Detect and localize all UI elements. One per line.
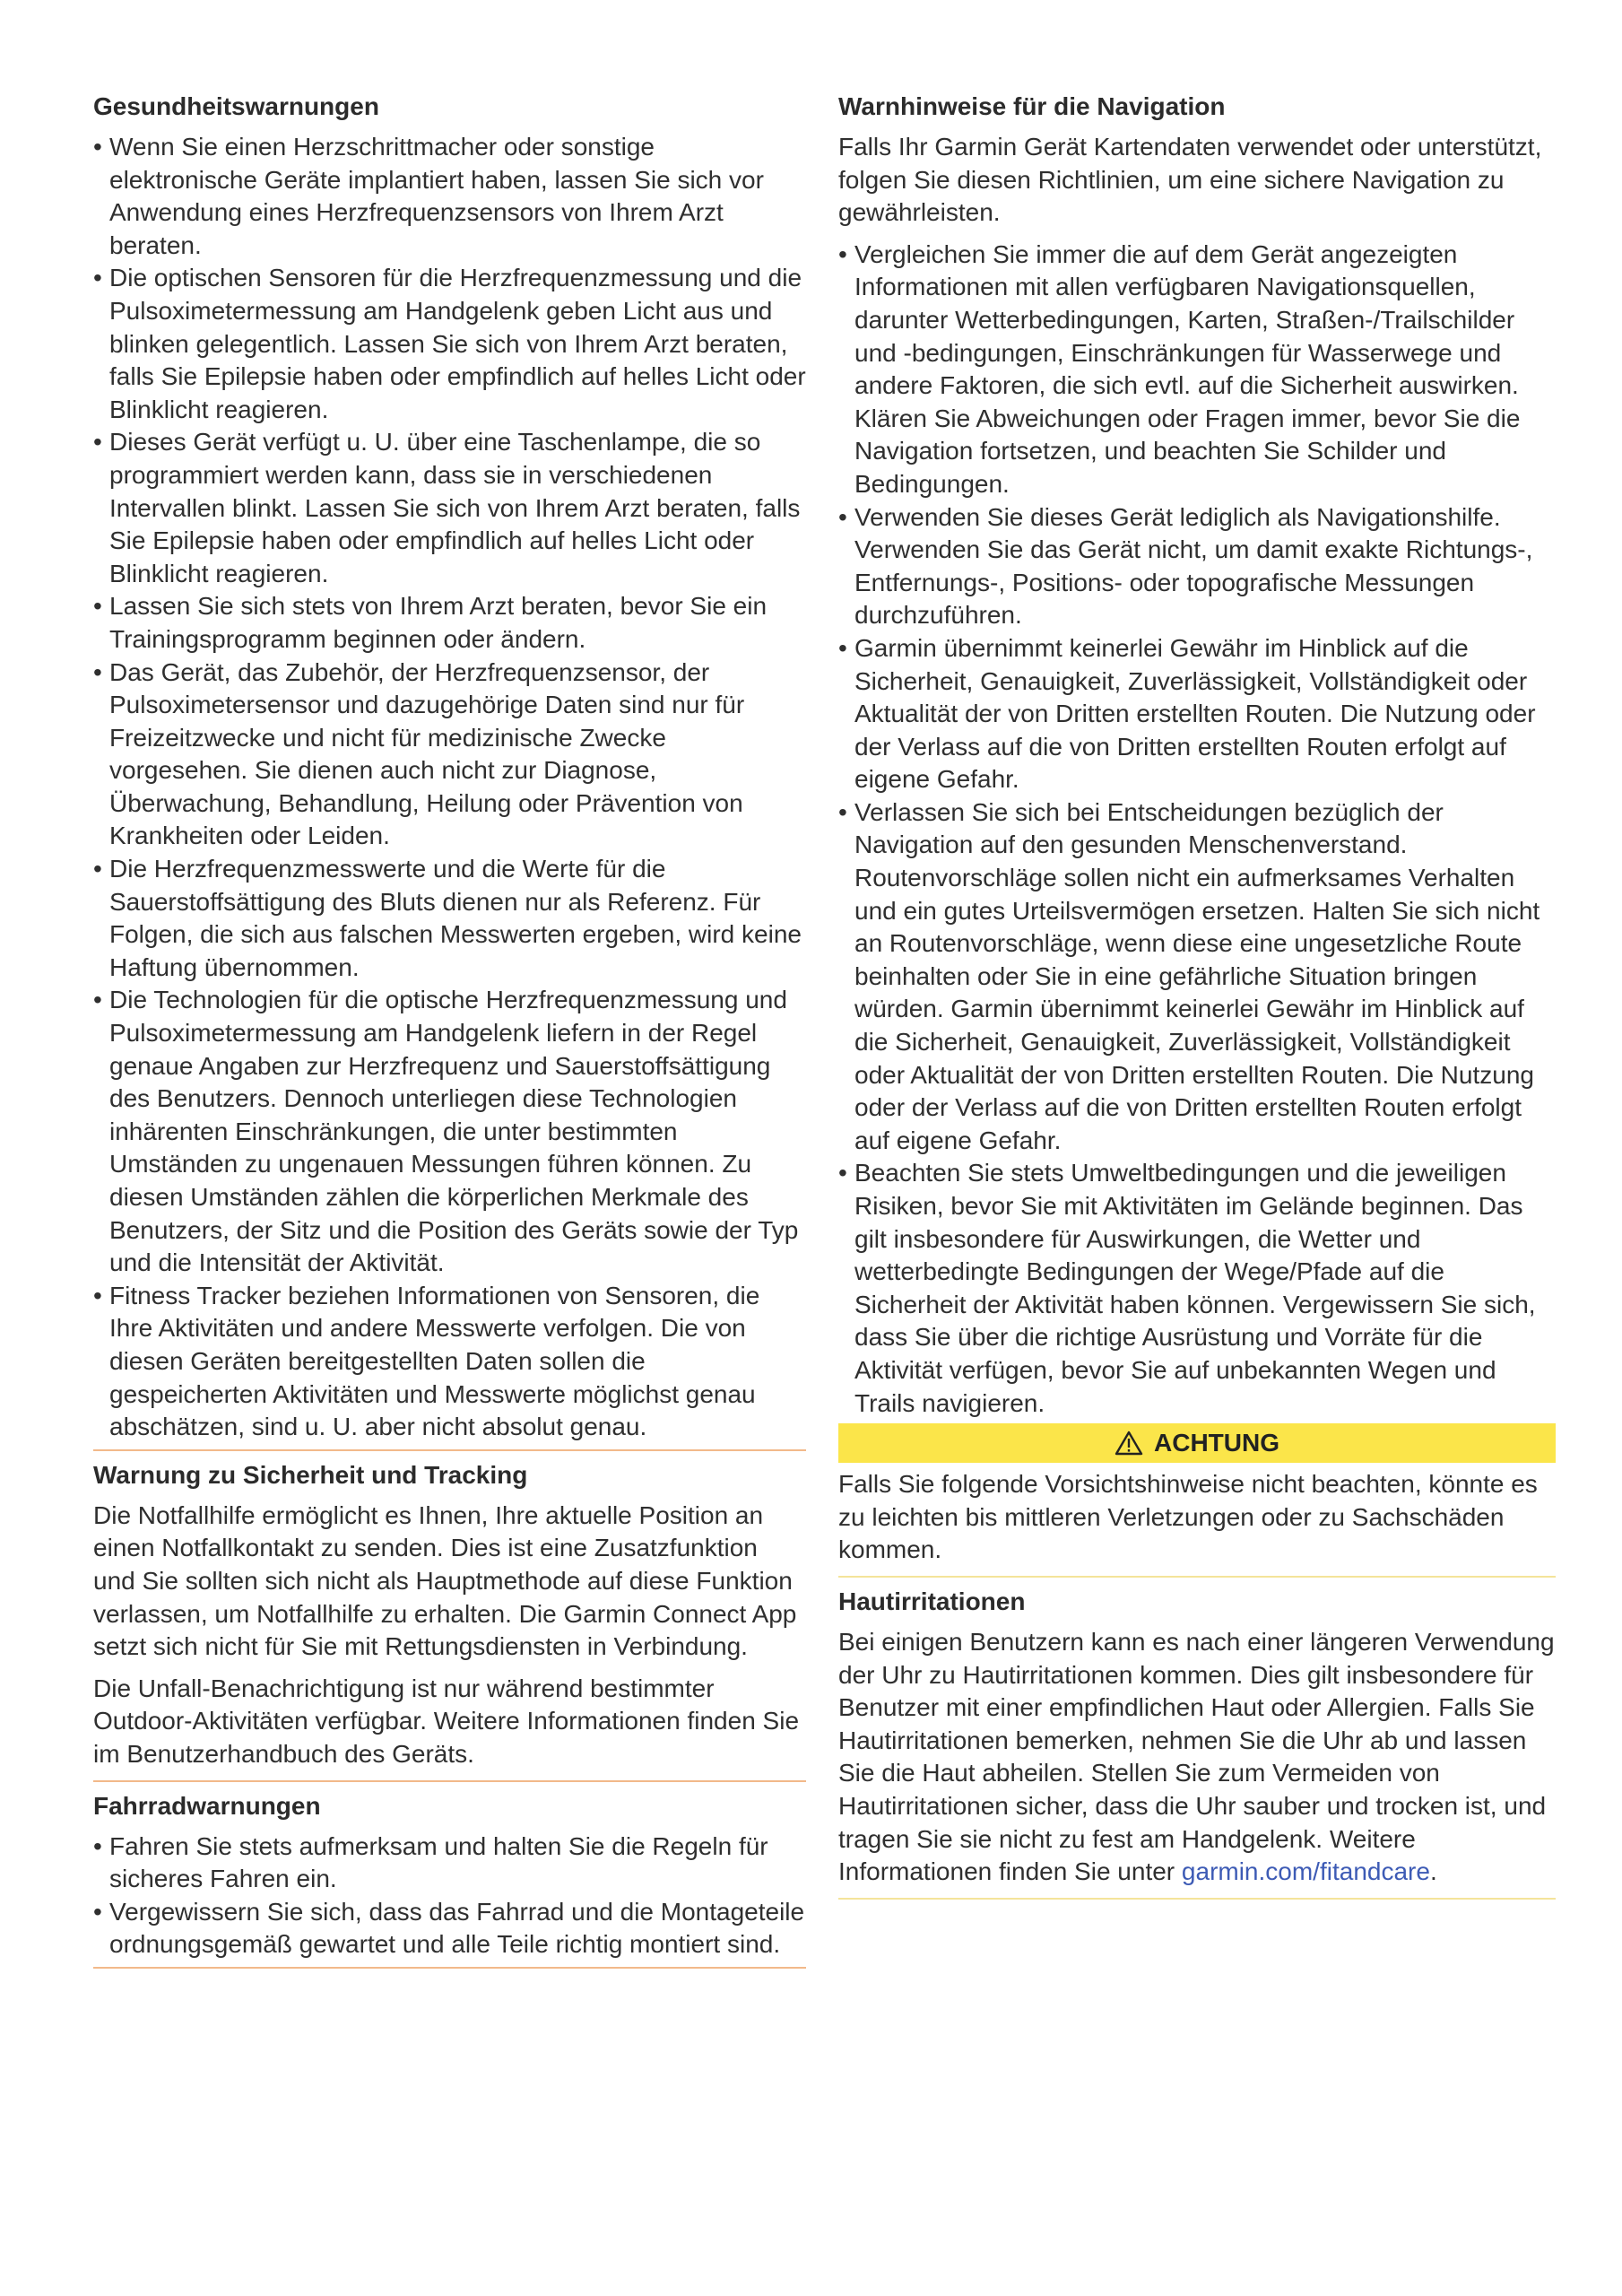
section-divider <box>838 1898 1556 1900</box>
caution-label: ACHTUNG <box>1154 1429 1279 1457</box>
list-item: • Dieses Gerät verfügt u. U. über eine Taschenlampe, die so programmiert werden kann, dass sie in verschiedenen Intervallen blinkt. Lassen Sie sich von Ihrem Arzt beraten, falls Sie Epilepsie haben oder empfindlich auf helles Licht oder Blinklicht reagieren. <box>93 428 801 587</box>
skin-irritation-text: Bei einigen Benutzern kann es nach einer längeren Verwendung der Uhr zu Hautirritationen kommen. Dies gilt insbesondere für Benutzer mit einer empfindlichen Haut oder Allergien. Falls Sie Hautirritationen bemerken, nehmen Sie die Uhr ab und lassen Sie die Haut abheilen. Stellen Sie zum Vermeiden von Hautirritationen sicher, dass die Uhr sauber und trocken ist, und tragen Sie sie nicht zu fest am Handgelenk. Weitere Informationen finden Sie unter garmin.com/fitandcare. <box>838 1627 1555 1886</box>
list-item: • Die Herzfrequenzmesswerte und die Werte für die Sauerstoffsättigung des Bluts dienen nur als Referenz. Für Folgen, die sich aus falschen Messwerten ergeben, wird keine Haftung übernommen. <box>93 855 802 981</box>
caution-banner <box>838 1423 1556 1463</box>
section-divider <box>838 1576 1556 1578</box>
right-column <box>838 90 1556 1907</box>
list-item: • Die Technologien für die optische Herzfrequenzmessung und Pulsoximetermessung am Handgelenk liefern in der Regel genaue Angaben zur Herzfrequenz und Sauerstoffsättigung des Benutzers. Dennoch unterliegen diese Technologien inhärenten Einschränkungen, die unter bestimmten Umständen zu ungenauen Messungen führen können. Zu diesen Umständen zählen die körperlichen Merkmale des Benutzers, der Sitz und die Position des Geräts sowie der Typ und die Intensität der Aktivität. <box>93 986 799 1277</box>
caution-text: Falls Sie folgende Vorsichtshinweise nicht beachten, könnte es zu leichten bis mittleren Verletzungen oder zu Sachschäden kommen. <box>838 1470 1538 1564</box>
list-item: • Beachten Sie stets Umweltbedingungen und die jeweiligen Risiken, bevor Sie mit Aktivitäten im Gelände beginnen. Das gilt insbesondere für Auswirkungen, die Wetter und wetterbedingte Bedingungen der Wege/Pfade auf die Sicherheit der Aktivität haben können. Vergewissern Sie sich, dass Sie über die richtige Ausrüstung und Vorräte für die Aktivität verfügen, bevor Sie auf unbekannten Wegen und Trails navigieren. <box>838 1159 1536 1417</box>
list-item: • Wenn Sie einen Herzschrittmacher oder sonstige elektronische Geräte implantiert haben, lassen Sie sich vor Anwendung eines Herzfrequenzsensors von Ihrem Arzt beraten. <box>93 133 764 259</box>
health-warnings-list <box>93 131 806 1444</box>
list-item: • Die optischen Sensoren für die Herzfrequenzmessung und die Pulsoximetermessung am Handgelenk geben Licht aus und blinken gelegentlich. Lassen Sie sich von Ihrem Arzt beraten, falls Sie Epilepsie haben oder empfindlich auf helles Licht oder Blinklicht reagieren. <box>93 264 806 423</box>
safety-paragraph: Die Unfall-Benachrichtigung ist nur während bestimmter Outdoor-Aktivitäten verfügbar. Weitere Informationen finden Sie im Benutzerhandbuch des Geräts. <box>93 1674 800 1768</box>
list-item: • Fitness Tracker beziehen Informationen von Sensoren, die Ihre Aktivitäten und andere Messwerte verfolgen. Die von diesen Geräten bereitgestellten Daten sollen die gespeicherten Aktivitäten und Messwerte möglichst genau abschätzen, sind u. U. aber nicht absolut genau. <box>93 1281 760 1441</box>
health-warnings-section <box>93 90 806 1451</box>
section-divider <box>93 1780 806 1782</box>
bike-warnings-list <box>93 1831 806 1961</box>
warning-triangle-icon <box>1115 1431 1143 1456</box>
list-item: • Vergleichen Sie immer die auf dem Gerät angezeigten Informationen mit allen verfügbaren Navigationsquellen, darunter Wetterbedingungen, Karten, Straßen-/Trailschilder und -bedingungen, Einschränkungen für Wasserwege und andere Faktoren, die sich evtl. auf die Sicherheit auswirken. Klären Sie Abweichungen oder Fragen immer, bevor Sie die Navigation fortsetzen, und beachten Sie Schilder und Bedingungen. <box>838 239 1521 498</box>
safety-paragraph: Die Notfallhilfe ermöglicht es Ihnen, Ihre aktuelle Position an einen Notfallkontakt zu senden. Dies ist eine Zusatzfunktion und Sie sollten sich nicht als Hauptmethode auf diese Funktion verlassen, um Notfallhilfe zu erhalten. Die Garmin Connect App setzt sich nicht für Sie mit Rettungsdiensten in Verbindung. <box>93 1500 797 1661</box>
section-divider <box>93 1449 806 1451</box>
navigation-warnings-section <box>838 90 1556 1420</box>
bike-warnings-section <box>93 1789 806 1969</box>
health-warnings-title: Gesundheitswarnungen <box>93 92 379 120</box>
navigation-warnings-title: Warnhinweise für die Navigation <box>838 92 1226 120</box>
left-column <box>93 90 806 1976</box>
list-item: • Verwenden Sie dieses Gerät lediglich als Navigationshilfe. Verwenden Sie das Gerät nicht, um damit exakte Richtungs-, Entfernungs-, Positions- oder topografische Messungen durchzuführen. <box>838 502 1533 630</box>
skin-irritation-section <box>838 1585 1556 1900</box>
list-item: • Das Gerät, das Zubehör, der Herzfrequenzsensor, der Pulsoximetersensor und dazugehörige Daten sind nur für Freizeitzwecke und nicht für medizinische Zwecke vorgesehen. Sie dienen auch nicht zur Diagnose, Überwachung, Behandlung, Heilung oder Prävention von Krankheiten oder Leiden. <box>93 657 745 850</box>
safety-tracking-section <box>93 1458 806 1782</box>
section-divider <box>93 1967 806 1969</box>
list-item: • Lassen Sie sich stets von Ihrem Arzt beraten, bevor Sie ein Trainingsprogramm beginnen oder ändern. <box>93 592 768 653</box>
safety-tracking-title: Warnung zu Sicherheit und Tracking <box>93 1460 528 1489</box>
list-item: • Vergewissern Sie sich, dass das Fahrrad und die Montageteile ordnungsgemäß gewartet und alle Teile richtig montiert sind. <box>93 1897 805 1959</box>
navigation-intro: Falls Ihr Garmin Gerät Kartendaten verwendet oder unterstützt, folgen Sie diesen Richtlinien, um eine sichere Navigation zu gewährleisten. <box>838 133 1542 227</box>
skin-irritation-title: Hautirritationen <box>838 1587 1026 1615</box>
fitandcare-link[interactable]: garmin.com/fitandcare <box>1181 1857 1430 1886</box>
list-item: • Garmin übernimmt keinerlei Gewähr im Hinblick auf die Sicherheit, Genauigkeit, Zuverlässigkeit, Vollständigkeit oder Aktualität der von Dritten erstellten Routen. Die Nutzung oder der Verlass auf die von Dritten erstellten Routen erfolgt auf eigene Gefahr. <box>838 633 1536 794</box>
navigation-warnings-list <box>838 239 1556 1420</box>
list-item: • Fahren Sie stets aufmerksam und halten Sie die Regeln für sicheres Fahren ein. <box>93 1831 768 1893</box>
list-item: • Verlassen Sie sich bei Entscheidungen bezüglich der Navigation auf den gesunden Menschenverstand. Routenvorschläge sollen nicht ein aufmerksames Verhalten und ein gutes Urteilsvermögen ersetzen. Halten Sie sich nicht an Routenvorschläge, wenn diese eine ungesetzliche Route beinhalten oder Sie in eine gefährliche Situation bringen würden. Garmin übernimmt keinerlei Gewähr im Hinblick auf die Sicherheit, Genauigkeit, Zuverlässigkeit, Vollständigkeit oder Aktualität der von Dritten erstellten Routen. Die Nutzung oder der Verlass auf die von Dritten erstellten Routen erfolgt auf eigene Gefahr. <box>838 797 1540 1154</box>
bike-warnings-title: Fahrradwarnungen <box>93 1791 321 1820</box>
